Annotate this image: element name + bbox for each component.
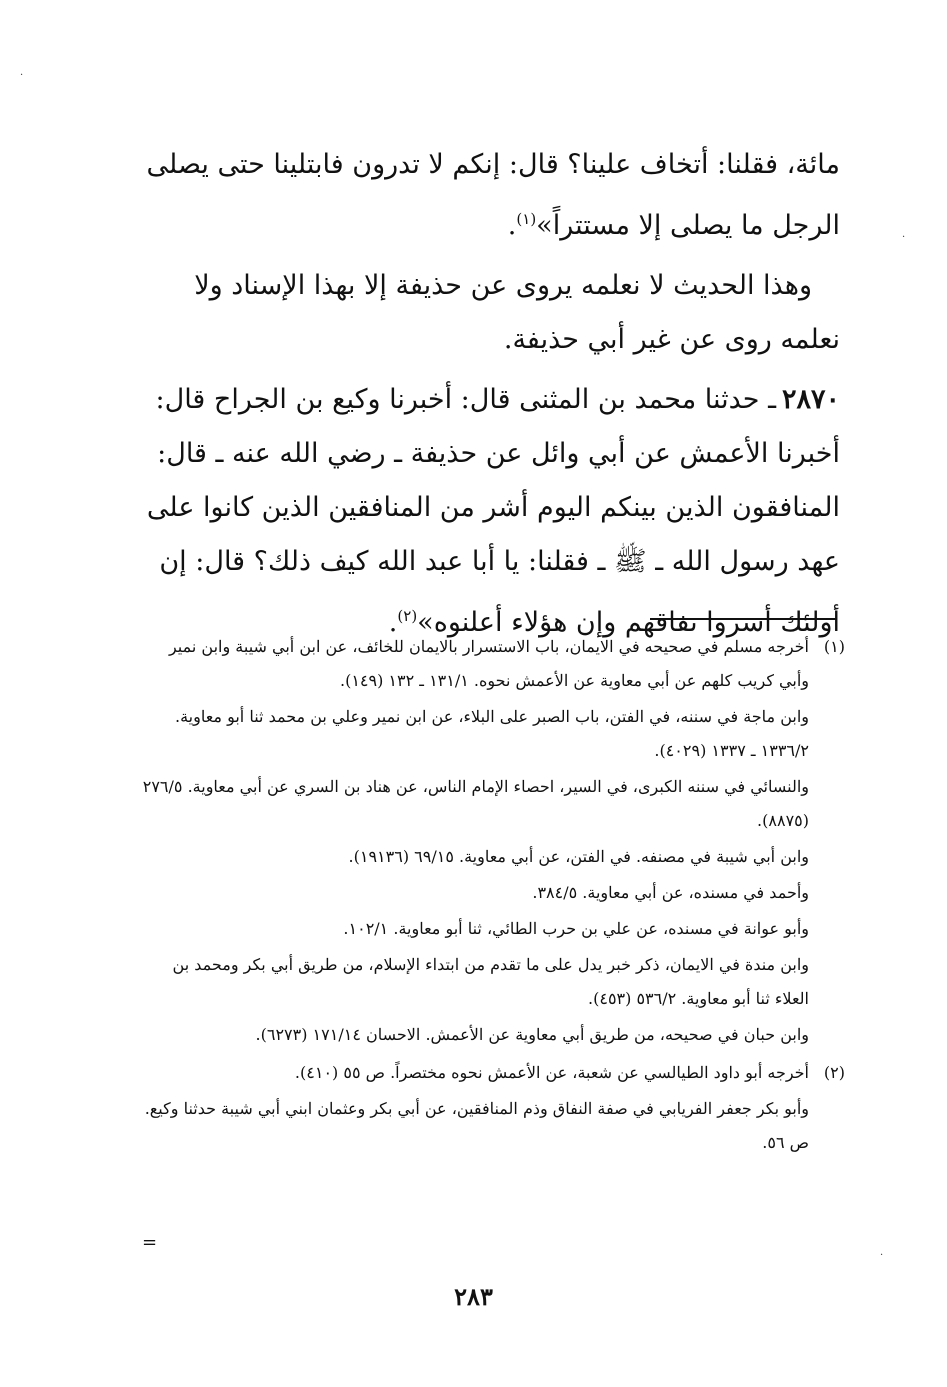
footnote-1 xyxy=(140,630,845,1054)
footnote-ref-2: (٢) xyxy=(397,607,418,625)
footnote-1-label: (١) xyxy=(823,637,845,656)
footnote-2-body xyxy=(140,1056,809,1162)
footnote-1-line: وابن حبان في صحيحه، من طريق أبي معاوية عن الأعمش. الاحسان ١٧١/١٤ (٦٢٧٣). xyxy=(255,1025,809,1044)
footnotes xyxy=(140,630,845,1164)
paragraph-1 xyxy=(140,138,840,253)
footnote-1-line: وابن ماجة في سننه، في الفتن، باب الصبر على البلاء، عن ابن نمير وعلي بن محمد ثنا أبو معاوية. ١٣٣٦/٢ ـ ١٣٣٧ (٤٠٢٩). xyxy=(174,707,809,760)
scan-speck: · xyxy=(880,1250,884,1261)
footnote-2 xyxy=(140,1056,845,1162)
footnote-1-line: وأبو عوانة في مسنده، عن علي بن حرب الطائي، ثنا أبو معاوية. ١٠٢/١. xyxy=(343,919,809,938)
footnote-2-line: وأبو بكر جعفر الفريابي في صفة النفاق وذم المنافقين، عن أبي بكر وعثمان ابني أبي شيبة حدثنا وكيع. ص ٥٦. xyxy=(144,1099,809,1152)
footnote-2-line: أخرجه أبو داود الطيالسي عن شعبة، عن الأعمش نحوه مختصراً. ص ٥٥ (٤١٠). xyxy=(294,1063,809,1082)
paragraph-1-text: مائة، فقلنا: أتخاف علينا؟ قال: إنكم لا تدرون فابتلينا حتى يصلى الرجل ما يصلى إلا مستتراً» xyxy=(146,149,840,241)
paragraph-1-end: . xyxy=(507,210,517,241)
footnote-1-line: وأحمد في مسنده، عن أبي معاوية. ٣٨٤/٥. xyxy=(532,883,809,902)
footnote-1-line: وابن مندة في الايمان، ذكر خبر يدل على ما تقدم من ابتداء الإسلام، من طريق أبي بكر ومحمد بن العلاء ثنا أبو معاوية. ٥٣٦/٢ (٤٥٣). xyxy=(172,955,809,1008)
hadith-entry xyxy=(140,373,840,650)
main-text xyxy=(140,138,840,650)
hadith-number: ٢٨٧٠ xyxy=(781,384,840,415)
hadith-end: . xyxy=(388,607,398,638)
hadith-text: ـ حدثنا محمد بن المثنى قال: أخبرنا وكيع بن الجراح قال: أخبرنا الأعمش عن أبي وائل عن حذيفة ـ رضي الله عنه ـ قال: المنافقون الذين بينكم اليوم أشر من المنافقين الذين كانوا على عهد رسول الله ـ ﷺ ـ فقلنا: يا أبا عبد الله كيف ذلك؟ قال: إن أولئك أسروا نفاقهم وإن هؤلاء أعلنوه» xyxy=(146,384,840,638)
page-number: ٢٨٣ xyxy=(454,1282,493,1311)
footnote-1-line: والنسائي في سننه الكبرى، في السير، احصاء الإمام الناس، عن هناد بن السري عن أبي معاوية. ٢٧٦/٥ (٨٨٧٥). xyxy=(142,777,809,830)
paragraph-2: وهذا الحديث لا نعلمه يروى عن حذيفة إلا بهذا الإسناد ولا نعلمه روى عن غير أبي حذيفة. xyxy=(194,270,840,355)
footnote-1-line: وابن أبي شيبة في مصنفه. في الفتن، عن أبي معاوية. ٦٩/١٥ (١٩١٣٦). xyxy=(348,847,809,866)
footnote-ref-1: (١) xyxy=(516,210,537,228)
footnote-2-label: (٢) xyxy=(823,1063,845,1082)
scan-speck: · xyxy=(20,70,24,81)
scan-speck: · xyxy=(902,232,906,243)
continuation-mark: = xyxy=(142,1232,158,1253)
footnote-1-line: أخرجه مسلم في صحيحه في الايمان، باب الاستسرار بالايمان للخائف، عن ابن أبي شيبة وابن نمير وأبي كريب كلهم عن أبي معاوية عن الأعمش نحوه. ١٣١/١ ـ ١٣٢ (١٤٩). xyxy=(168,637,809,690)
footnote-1-body xyxy=(140,630,809,1054)
footnote-separator xyxy=(650,618,837,620)
